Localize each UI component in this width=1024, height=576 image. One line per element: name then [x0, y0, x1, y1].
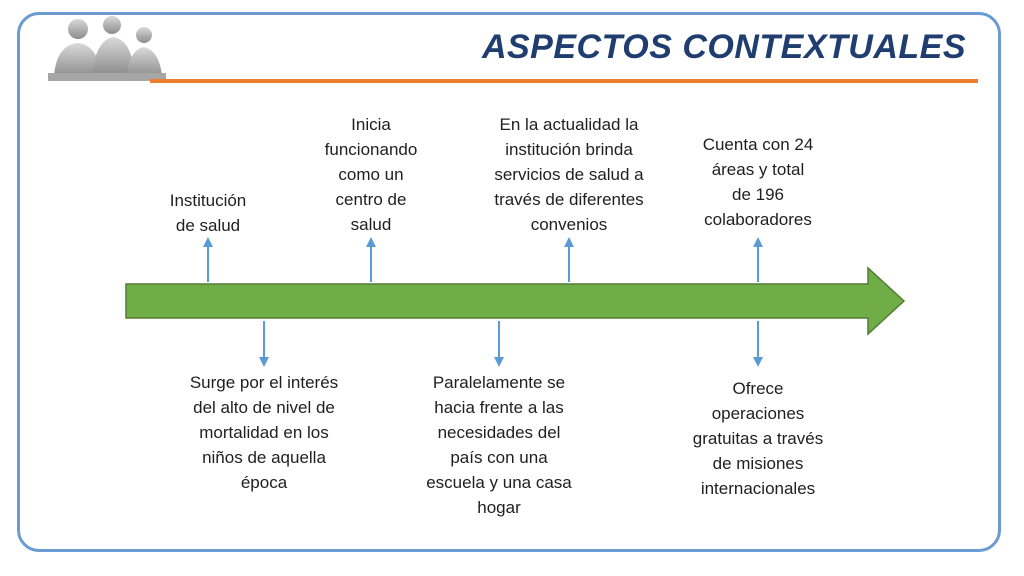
timeline-arrow — [126, 268, 904, 334]
bottom-label-3: Ofrece operaciones gratuitas a través de misiones internacionales — [692, 379, 824, 498]
top-label-3: En la actualidad la institución brinda servicios de salud a través de diferentes convenios — [494, 115, 644, 234]
bottom-label-2: Paralelamente se hacia frente a las necesidades del país con una escuela y una casa hogar — [426, 373, 572, 517]
top-label-4: Cuenta con 24 áreas y total de 196 colaboradores — [702, 135, 814, 229]
page-title: ASPECTOS CONTEXTUALES — [481, 28, 966, 66]
bottom-label-1: Surge por el interés del alto de nivel de mortalidad en los niños de aquella época — [189, 373, 339, 492]
top-label-1: Institución de salud — [169, 191, 247, 235]
top-label-2: Inicia funcionando como un centro de salud — [324, 115, 418, 234]
